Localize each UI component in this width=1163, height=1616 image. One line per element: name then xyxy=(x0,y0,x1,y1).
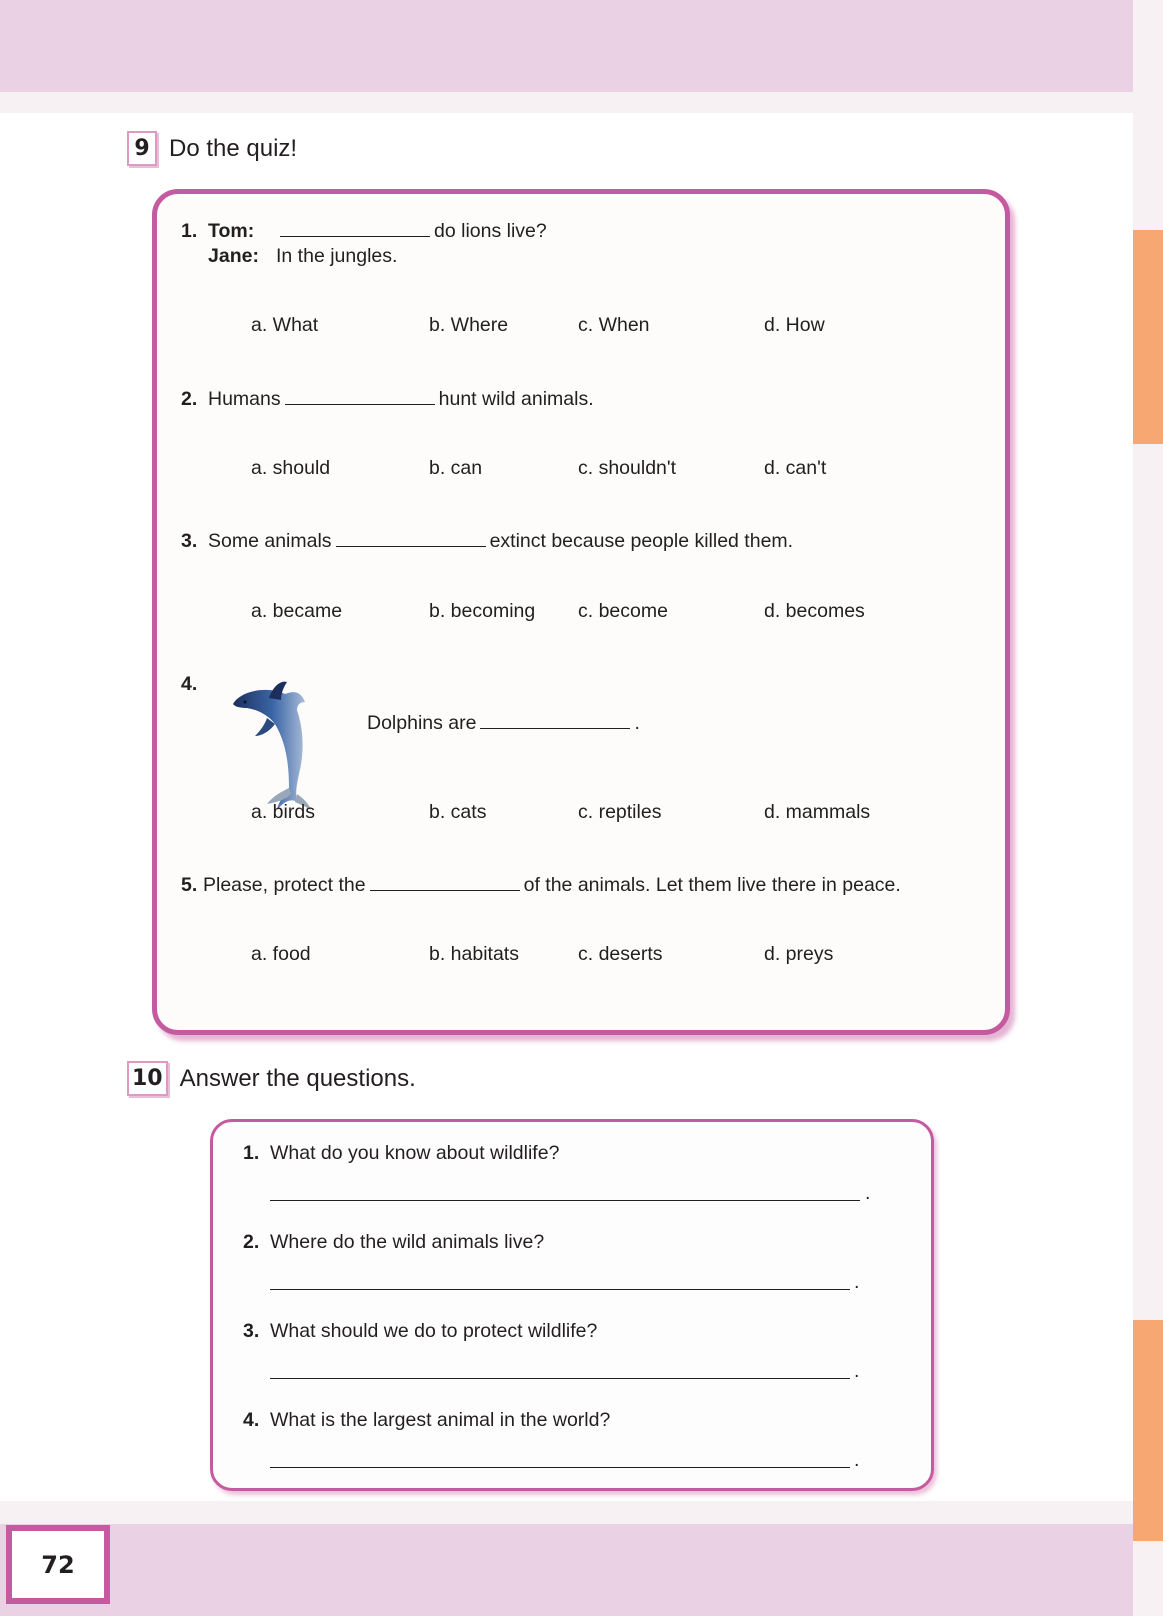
q1-line1-text: do lions live? xyxy=(434,220,547,242)
a2-line-end: . xyxy=(854,1271,860,1293)
q2-blank[interactable] xyxy=(285,388,435,405)
a1-answer-line[interactable] xyxy=(270,1200,860,1201)
q1-speaker-jane: Jane: xyxy=(208,245,259,267)
q4-blank[interactable] xyxy=(480,712,630,729)
page-number: 72 xyxy=(6,1525,110,1604)
quiz-box xyxy=(152,189,1010,1035)
q4-before: Dolphins are xyxy=(367,712,477,734)
a2-question: Where do the wild animals live? xyxy=(270,1231,545,1253)
q2-option-c[interactable]: c. shouldn't xyxy=(578,457,677,479)
q1-option-b[interactable]: b. Where xyxy=(429,314,509,336)
bottom-band xyxy=(0,1524,1133,1616)
a1-line-end: . xyxy=(865,1182,871,1204)
q1-speaker-tom: Tom: xyxy=(208,220,255,242)
q3-after: extinct because people killed them. xyxy=(489,530,794,552)
q5-number: 5. xyxy=(181,874,198,896)
q3-before: Some animals xyxy=(208,530,332,552)
exercise-9-title: Do the quiz! xyxy=(169,134,298,162)
exercise-10-number: 10 xyxy=(127,1061,168,1096)
q3-option-d[interactable]: d. becomes xyxy=(764,600,865,622)
q1-line2: In the jungles. xyxy=(276,245,398,267)
q2-option-b[interactable]: b. can xyxy=(429,457,483,479)
q1-option-a[interactable]: a. What xyxy=(251,314,319,336)
q2-option-a[interactable]: a. should xyxy=(251,457,331,479)
q5-option-b[interactable]: b. habitats xyxy=(429,943,519,965)
q3-option-c[interactable]: c. become xyxy=(578,600,668,622)
q3-blank[interactable] xyxy=(336,530,486,547)
exercise-9-number: 9 xyxy=(127,131,157,166)
q4-number: 4. xyxy=(181,673,198,695)
q1-option-d[interactable]: d. How xyxy=(764,314,825,336)
exercise-10-header xyxy=(127,1061,416,1096)
a3-question: What should we do to protect wildlife? xyxy=(270,1320,598,1342)
q5-after: of the animals. Let them live there in peace. xyxy=(523,874,901,896)
q1-blank[interactable] xyxy=(280,220,430,237)
q5-blank[interactable] xyxy=(370,874,520,891)
answer-box xyxy=(210,1119,934,1491)
q4-option-d[interactable]: d. mammals xyxy=(764,801,871,823)
a1-number: 1. xyxy=(243,1142,260,1164)
side-tab-upper xyxy=(1133,230,1163,444)
a1-question: What do you know about wildlife? xyxy=(270,1142,560,1164)
q2-sentence xyxy=(208,388,594,411)
q3-option-a[interactable]: a. became xyxy=(251,600,343,622)
a2-number: 2. xyxy=(243,1231,260,1253)
q2-number: 2. xyxy=(181,388,198,410)
q5-sentence xyxy=(203,874,901,897)
exercise-9-header xyxy=(127,131,297,166)
q5-option-c[interactable]: c. deserts xyxy=(578,943,663,965)
dolphin-illustration xyxy=(211,680,351,816)
q4-sentence xyxy=(367,712,640,735)
a3-line-end: . xyxy=(854,1360,860,1382)
q2-before: Humans xyxy=(208,388,281,410)
a4-question: What is the largest animal in the world? xyxy=(270,1409,611,1431)
q5-option-a[interactable]: a. food xyxy=(251,943,311,965)
q5-option-d[interactable]: d. preys xyxy=(764,943,834,965)
a3-number: 3. xyxy=(243,1320,260,1342)
a2-answer-line[interactable] xyxy=(270,1289,850,1290)
q1-number: 1. xyxy=(181,220,198,242)
q4-option-a[interactable]: a. birds xyxy=(251,801,315,823)
q2-after: hunt wild animals. xyxy=(438,388,594,410)
q2-option-d[interactable]: d. can't xyxy=(764,457,827,479)
q1-option-c[interactable]: c. When xyxy=(578,314,650,336)
a3-answer-line[interactable] xyxy=(270,1378,850,1379)
q1-line1 xyxy=(276,220,547,243)
q4-option-c[interactable]: c. reptiles xyxy=(578,801,662,823)
exercise-10-title: Answer the questions. xyxy=(179,1064,416,1092)
q4-option-b[interactable]: b. cats xyxy=(429,801,487,823)
q3-number: 3. xyxy=(181,530,198,552)
a4-number: 4. xyxy=(243,1409,260,1431)
q3-sentence xyxy=(208,530,793,553)
q4-after: . xyxy=(634,712,640,734)
q3-option-b[interactable]: b. becoming xyxy=(429,600,536,622)
side-tab-lower xyxy=(1133,1320,1163,1541)
q5-before: Please, protect the xyxy=(203,874,366,896)
a4-line-end: . xyxy=(854,1449,860,1471)
top-band xyxy=(0,0,1133,92)
a4-answer-line[interactable] xyxy=(270,1467,850,1468)
